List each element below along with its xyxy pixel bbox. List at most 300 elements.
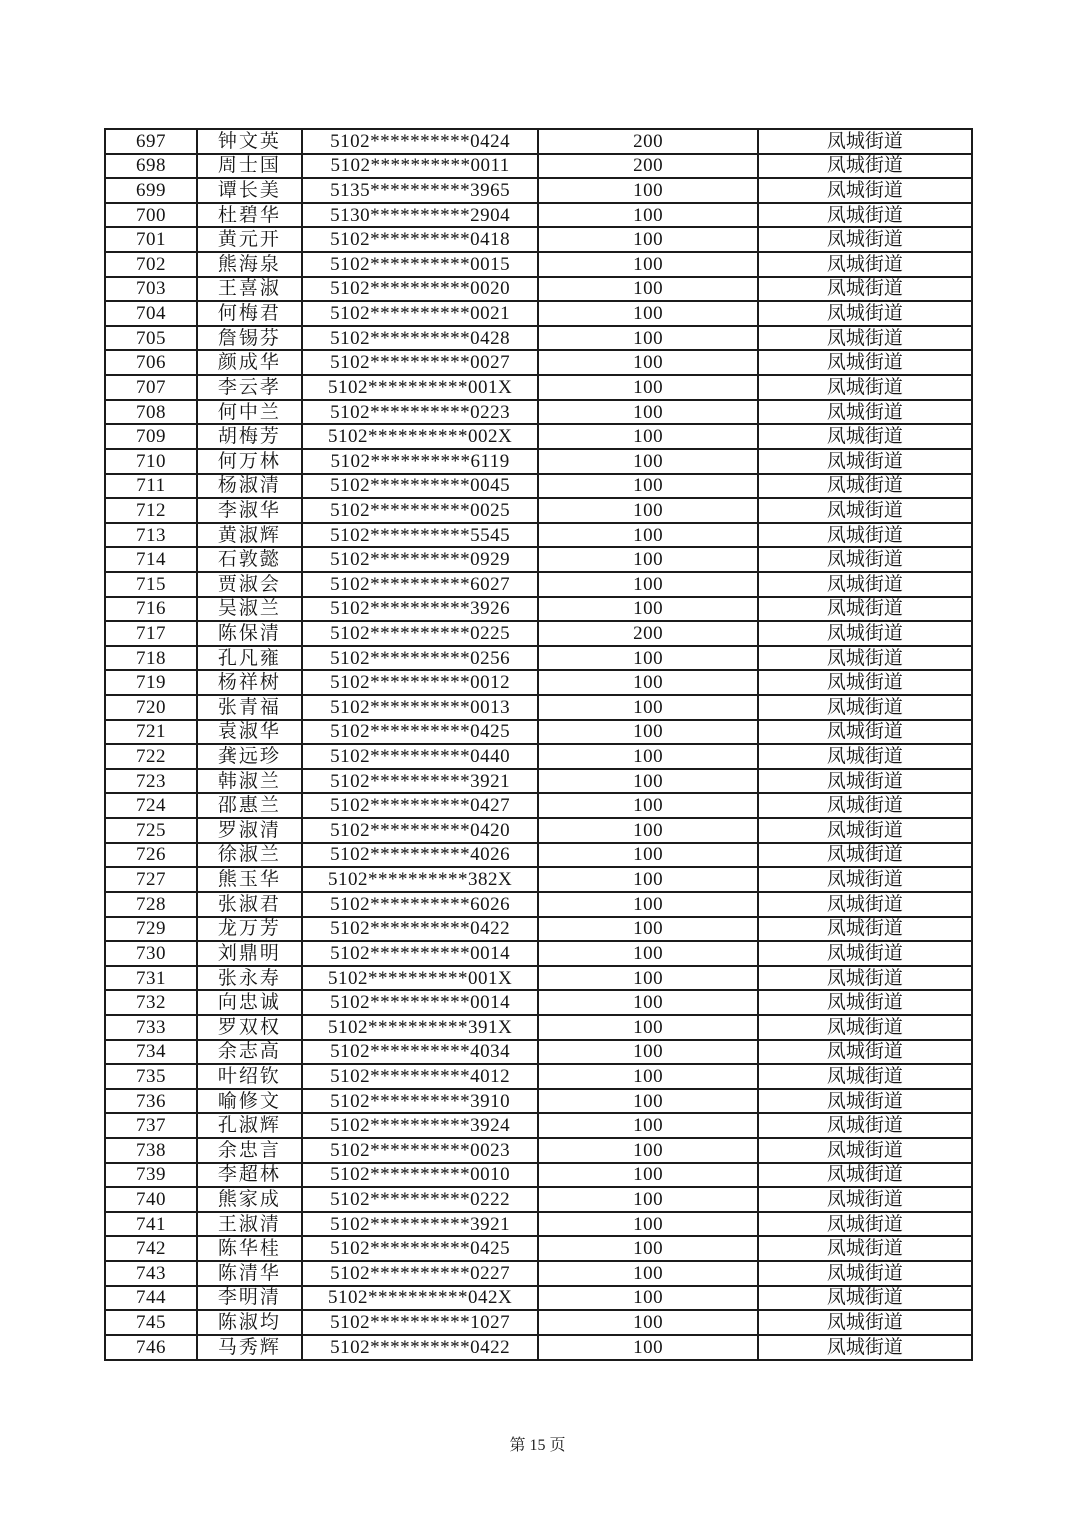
row-number-cell: 731 xyxy=(105,966,197,991)
id-number-cell: 5102**********4026 xyxy=(302,843,539,868)
street-cell: 凤城街道 xyxy=(758,523,972,548)
row-number-cell: 736 xyxy=(105,1089,197,1114)
name-cell: 向忠诚 xyxy=(197,990,302,1015)
name-cell: 叶绍钦 xyxy=(197,1064,302,1089)
amount-cell: 100 xyxy=(538,818,757,843)
street-cell: 凤城街道 xyxy=(758,867,972,892)
row-number-cell: 704 xyxy=(105,301,197,326)
row-number-cell: 714 xyxy=(105,547,197,572)
table-row xyxy=(105,966,972,991)
name-cell: 李云孝 xyxy=(197,375,302,400)
name-cell: 王喜淑 xyxy=(197,277,302,302)
id-number-cell: 5102**********0227 xyxy=(302,1261,539,1286)
name-cell: 陈淑均 xyxy=(197,1310,302,1335)
id-number-cell: 5102**********0425 xyxy=(302,720,539,745)
table-row xyxy=(105,350,972,375)
table-row xyxy=(105,572,972,597)
id-number-cell: 5102**********391X xyxy=(302,1015,539,1040)
row-number-cell: 743 xyxy=(105,1261,197,1286)
table-row xyxy=(105,621,972,646)
id-number-cell: 5102**********042X xyxy=(302,1286,539,1311)
name-cell: 张青福 xyxy=(197,695,302,720)
name-cell: 张永寿 xyxy=(197,966,302,991)
street-cell: 凤城街道 xyxy=(758,1113,972,1138)
row-number-cell: 728 xyxy=(105,892,197,917)
street-cell: 凤城街道 xyxy=(758,892,972,917)
table-row xyxy=(105,597,972,622)
street-cell: 凤城街道 xyxy=(758,154,972,179)
name-cell: 余忠言 xyxy=(197,1138,302,1163)
table-row xyxy=(105,227,972,252)
table-row xyxy=(105,424,972,449)
name-cell: 罗双权 xyxy=(197,1015,302,1040)
row-number-cell: 737 xyxy=(105,1113,197,1138)
table-row xyxy=(105,1040,972,1065)
amount-cell: 100 xyxy=(538,400,757,425)
street-cell: 凤城街道 xyxy=(758,966,972,991)
amount-cell: 100 xyxy=(538,917,757,942)
name-cell: 颜成华 xyxy=(197,350,302,375)
name-cell: 孔淑辉 xyxy=(197,1113,302,1138)
amount-cell: 100 xyxy=(538,326,757,351)
street-cell: 凤城街道 xyxy=(758,375,972,400)
name-cell: 孔凡雍 xyxy=(197,646,302,671)
name-cell: 石敦懿 xyxy=(197,547,302,572)
street-cell: 凤城街道 xyxy=(758,1163,972,1188)
street-cell: 凤城街道 xyxy=(758,547,972,572)
row-number-cell: 723 xyxy=(105,769,197,794)
id-number-cell: 5135**********3965 xyxy=(302,178,539,203)
name-cell: 龙万芳 xyxy=(197,917,302,942)
name-cell: 周士国 xyxy=(197,154,302,179)
table-row xyxy=(105,744,972,769)
amount-cell: 200 xyxy=(538,129,757,154)
row-number-cell: 718 xyxy=(105,646,197,671)
street-cell: 凤城街道 xyxy=(758,449,972,474)
street-cell: 凤城街道 xyxy=(758,695,972,720)
name-cell: 邵惠兰 xyxy=(197,793,302,818)
name-cell: 袁淑华 xyxy=(197,720,302,745)
id-number-cell: 5102**********0422 xyxy=(302,1335,539,1360)
row-number-cell: 738 xyxy=(105,1138,197,1163)
amount-cell: 100 xyxy=(538,1286,757,1311)
name-cell: 李淑华 xyxy=(197,498,302,523)
street-cell: 凤城街道 xyxy=(758,646,972,671)
id-number-cell: 5102**********0256 xyxy=(302,646,539,671)
table-row xyxy=(105,818,972,843)
name-cell: 詹锡芬 xyxy=(197,326,302,351)
table-row xyxy=(105,1310,972,1335)
row-number-cell: 730 xyxy=(105,941,197,966)
street-cell: 凤城街道 xyxy=(758,990,972,1015)
id-number-cell: 5102**********0015 xyxy=(302,252,539,277)
name-cell: 胡梅芳 xyxy=(197,424,302,449)
table-row xyxy=(105,695,972,720)
table-row xyxy=(105,277,972,302)
street-cell: 凤城街道 xyxy=(758,326,972,351)
street-cell: 凤城街道 xyxy=(758,597,972,622)
id-number-cell: 5102**********0222 xyxy=(302,1187,539,1212)
row-number-cell: 733 xyxy=(105,1015,197,1040)
row-number-cell: 719 xyxy=(105,670,197,695)
table-row xyxy=(105,474,972,499)
street-cell: 凤城街道 xyxy=(758,793,972,818)
street-cell: 凤城街道 xyxy=(758,917,972,942)
records-table-body xyxy=(105,129,972,1360)
id-number-cell: 5102**********0021 xyxy=(302,301,539,326)
street-cell: 凤城街道 xyxy=(758,621,972,646)
table-row xyxy=(105,1089,972,1114)
amount-cell: 100 xyxy=(538,178,757,203)
street-cell: 凤城街道 xyxy=(758,1015,972,1040)
amount-cell: 100 xyxy=(538,523,757,548)
table-row xyxy=(105,1286,972,1311)
id-number-cell: 5102**********0225 xyxy=(302,621,539,646)
street-cell: 凤城街道 xyxy=(758,818,972,843)
name-cell: 龚远珍 xyxy=(197,744,302,769)
table-row xyxy=(105,941,972,966)
id-number-cell: 5102**********0929 xyxy=(302,547,539,572)
street-cell: 凤城街道 xyxy=(758,843,972,868)
id-number-cell: 5102**********0440 xyxy=(302,744,539,769)
amount-cell: 100 xyxy=(538,1310,757,1335)
amount-cell: 100 xyxy=(538,1015,757,1040)
street-cell: 凤城街道 xyxy=(758,670,972,695)
page-number-label: 第 15 页 xyxy=(509,1437,566,1454)
street-cell: 凤城街道 xyxy=(758,277,972,302)
name-cell: 熊海泉 xyxy=(197,252,302,277)
table-row xyxy=(105,1064,972,1089)
row-number-cell: 744 xyxy=(105,1286,197,1311)
name-cell: 熊家成 xyxy=(197,1187,302,1212)
id-number-cell: 5102**********3910 xyxy=(302,1089,539,1114)
amount-cell: 100 xyxy=(538,277,757,302)
amount-cell: 100 xyxy=(538,892,757,917)
table-row xyxy=(105,646,972,671)
name-cell: 韩淑兰 xyxy=(197,769,302,794)
amount-cell: 100 xyxy=(538,769,757,794)
row-number-cell: 706 xyxy=(105,350,197,375)
row-number-cell: 717 xyxy=(105,621,197,646)
row-number-cell: 726 xyxy=(105,843,197,868)
street-cell: 凤城街道 xyxy=(758,744,972,769)
amount-cell: 100 xyxy=(538,990,757,1015)
amount-cell: 100 xyxy=(538,1335,757,1360)
street-cell: 凤城街道 xyxy=(758,400,972,425)
row-number-cell: 709 xyxy=(105,424,197,449)
street-cell: 凤城街道 xyxy=(758,572,972,597)
table-row xyxy=(105,178,972,203)
name-cell: 李超林 xyxy=(197,1163,302,1188)
id-number-cell: 5102**********6119 xyxy=(302,449,539,474)
table-row xyxy=(105,892,972,917)
row-number-cell: 697 xyxy=(105,129,197,154)
row-number-cell: 746 xyxy=(105,1335,197,1360)
name-cell: 张淑君 xyxy=(197,892,302,917)
amount-cell: 100 xyxy=(538,695,757,720)
name-cell: 刘鼎明 xyxy=(197,941,302,966)
records-table xyxy=(104,128,973,1361)
table-row xyxy=(105,1261,972,1286)
amount-cell: 100 xyxy=(538,350,757,375)
street-cell: 凤城街道 xyxy=(758,129,972,154)
id-number-cell: 5102**********382X xyxy=(302,867,539,892)
amount-cell: 100 xyxy=(538,1064,757,1089)
table-row xyxy=(105,326,972,351)
table-row xyxy=(105,498,972,523)
row-number-cell: 702 xyxy=(105,252,197,277)
id-number-cell: 5102**********002X xyxy=(302,424,539,449)
name-cell: 陈清华 xyxy=(197,1261,302,1286)
amount-cell: 100 xyxy=(538,1261,757,1286)
table-row xyxy=(105,867,972,892)
row-number-cell: 716 xyxy=(105,597,197,622)
row-number-cell: 699 xyxy=(105,178,197,203)
amount-cell: 100 xyxy=(538,1212,757,1237)
row-number-cell: 715 xyxy=(105,572,197,597)
name-cell: 贾淑会 xyxy=(197,572,302,597)
table-row xyxy=(105,203,972,228)
id-number-cell: 5102**********4034 xyxy=(302,1040,539,1065)
amount-cell: 100 xyxy=(538,1138,757,1163)
id-number-cell: 5102**********0010 xyxy=(302,1163,539,1188)
name-cell: 徐淑兰 xyxy=(197,843,302,868)
id-number-cell: 5102**********0023 xyxy=(302,1138,539,1163)
id-number-cell: 5102**********0424 xyxy=(302,129,539,154)
id-number-cell: 5102**********001X xyxy=(302,375,539,400)
amount-cell: 100 xyxy=(538,572,757,597)
id-number-cell: 5102**********0422 xyxy=(302,917,539,942)
table-row xyxy=(105,1187,972,1212)
street-cell: 凤城街道 xyxy=(758,1335,972,1360)
table-row xyxy=(105,1163,972,1188)
amount-cell: 200 xyxy=(538,621,757,646)
row-number-cell: 721 xyxy=(105,720,197,745)
id-number-cell: 5102**********0011 xyxy=(302,154,539,179)
amount-cell: 100 xyxy=(538,720,757,745)
table-row xyxy=(105,1015,972,1040)
street-cell: 凤城街道 xyxy=(758,252,972,277)
name-cell: 马秀辉 xyxy=(197,1335,302,1360)
amount-cell: 100 xyxy=(538,843,757,868)
name-cell: 吴淑兰 xyxy=(197,597,302,622)
amount-cell: 100 xyxy=(538,203,757,228)
row-number-cell: 701 xyxy=(105,227,197,252)
street-cell: 凤城街道 xyxy=(758,424,972,449)
amount-cell: 100 xyxy=(538,227,757,252)
name-cell: 谭长美 xyxy=(197,178,302,203)
amount-cell: 100 xyxy=(538,375,757,400)
id-number-cell: 5102**********0014 xyxy=(302,990,539,1015)
street-cell: 凤城街道 xyxy=(758,301,972,326)
id-number-cell: 5102**********5545 xyxy=(302,523,539,548)
amount-cell: 100 xyxy=(538,670,757,695)
id-number-cell: 5130**********2904 xyxy=(302,203,539,228)
table-row xyxy=(105,1335,972,1360)
table-row xyxy=(105,154,972,179)
id-number-cell: 5102**********001X xyxy=(302,966,539,991)
table-row xyxy=(105,547,972,572)
amount-cell: 100 xyxy=(538,474,757,499)
amount-cell: 100 xyxy=(538,547,757,572)
id-number-cell: 5102**********0020 xyxy=(302,277,539,302)
table-row xyxy=(105,1113,972,1138)
table-row xyxy=(105,769,972,794)
row-number-cell: 698 xyxy=(105,154,197,179)
id-number-cell: 5102**********3926 xyxy=(302,597,539,622)
name-cell: 陈华桂 xyxy=(197,1236,302,1261)
table-row xyxy=(105,1138,972,1163)
street-cell: 凤城街道 xyxy=(758,1089,972,1114)
street-cell: 凤城街道 xyxy=(758,1261,972,1286)
street-cell: 凤城街道 xyxy=(758,350,972,375)
amount-cell: 100 xyxy=(538,966,757,991)
name-cell: 喻修文 xyxy=(197,1089,302,1114)
street-cell: 凤城街道 xyxy=(758,203,972,228)
id-number-cell: 5102**********0223 xyxy=(302,400,539,425)
table-row xyxy=(105,301,972,326)
row-number-cell: 729 xyxy=(105,917,197,942)
row-number-cell: 741 xyxy=(105,1212,197,1237)
row-number-cell: 732 xyxy=(105,990,197,1015)
street-cell: 凤城街道 xyxy=(758,1310,972,1335)
row-number-cell: 722 xyxy=(105,744,197,769)
id-number-cell: 5102**********0425 xyxy=(302,1236,539,1261)
name-cell: 黄淑辉 xyxy=(197,523,302,548)
name-cell: 杨祥树 xyxy=(197,670,302,695)
table-row xyxy=(105,1212,972,1237)
id-number-cell: 5102**********1027 xyxy=(302,1310,539,1335)
id-number-cell: 5102**********6027 xyxy=(302,572,539,597)
id-number-cell: 5102**********0025 xyxy=(302,498,539,523)
table-row xyxy=(105,720,972,745)
amount-cell: 100 xyxy=(538,646,757,671)
table-row xyxy=(105,1236,972,1261)
name-cell: 杨淑清 xyxy=(197,474,302,499)
name-cell: 陈保清 xyxy=(197,621,302,646)
page-footer xyxy=(0,1432,1075,1455)
amount-cell: 100 xyxy=(538,941,757,966)
street-cell: 凤城街道 xyxy=(758,178,972,203)
row-number-cell: 742 xyxy=(105,1236,197,1261)
street-cell: 凤城街道 xyxy=(758,474,972,499)
street-cell: 凤城街道 xyxy=(758,941,972,966)
id-number-cell: 5102**********0012 xyxy=(302,670,539,695)
row-number-cell: 740 xyxy=(105,1187,197,1212)
amount-cell: 100 xyxy=(538,1187,757,1212)
id-number-cell: 5102**********0428 xyxy=(302,326,539,351)
street-cell: 凤城街道 xyxy=(758,1187,972,1212)
name-cell: 钟文英 xyxy=(197,129,302,154)
amount-cell: 200 xyxy=(538,154,757,179)
row-number-cell: 725 xyxy=(105,818,197,843)
amount-cell: 100 xyxy=(538,1113,757,1138)
amount-cell: 100 xyxy=(538,449,757,474)
amount-cell: 100 xyxy=(538,744,757,769)
name-cell: 王淑清 xyxy=(197,1212,302,1237)
row-number-cell: 713 xyxy=(105,523,197,548)
row-number-cell: 739 xyxy=(105,1163,197,1188)
street-cell: 凤城街道 xyxy=(758,1040,972,1065)
row-number-cell: 710 xyxy=(105,449,197,474)
amount-cell: 100 xyxy=(538,498,757,523)
amount-cell: 100 xyxy=(538,597,757,622)
id-number-cell: 5102**********0427 xyxy=(302,793,539,818)
name-cell: 杜碧华 xyxy=(197,203,302,228)
id-number-cell: 5102**********0418 xyxy=(302,227,539,252)
name-cell: 余志高 xyxy=(197,1040,302,1065)
row-number-cell: 712 xyxy=(105,498,197,523)
amount-cell: 100 xyxy=(538,424,757,449)
row-number-cell: 700 xyxy=(105,203,197,228)
street-cell: 凤城街道 xyxy=(758,227,972,252)
id-number-cell: 5102**********0014 xyxy=(302,941,539,966)
name-cell: 何万林 xyxy=(197,449,302,474)
name-cell: 何中兰 xyxy=(197,400,302,425)
table-row xyxy=(105,252,972,277)
row-number-cell: 703 xyxy=(105,277,197,302)
table-row xyxy=(105,129,972,154)
table-row xyxy=(105,670,972,695)
amount-cell: 100 xyxy=(538,867,757,892)
id-number-cell: 5102**********4012 xyxy=(302,1064,539,1089)
amount-cell: 100 xyxy=(538,1163,757,1188)
table-row xyxy=(105,843,972,868)
id-number-cell: 5102**********0045 xyxy=(302,474,539,499)
street-cell: 凤城街道 xyxy=(758,1286,972,1311)
row-number-cell: 735 xyxy=(105,1064,197,1089)
amount-cell: 100 xyxy=(538,1089,757,1114)
row-number-cell: 708 xyxy=(105,400,197,425)
amount-cell: 100 xyxy=(538,793,757,818)
row-number-cell: 711 xyxy=(105,474,197,499)
row-number-cell: 705 xyxy=(105,326,197,351)
table-row xyxy=(105,449,972,474)
name-cell: 李明清 xyxy=(197,1286,302,1311)
table-row xyxy=(105,990,972,1015)
name-cell: 罗淑清 xyxy=(197,818,302,843)
name-cell: 熊玉华 xyxy=(197,867,302,892)
street-cell: 凤城街道 xyxy=(758,1212,972,1237)
table-row xyxy=(105,917,972,942)
row-number-cell: 734 xyxy=(105,1040,197,1065)
id-number-cell: 5102**********6026 xyxy=(302,892,539,917)
table-row xyxy=(105,793,972,818)
name-cell: 何梅君 xyxy=(197,301,302,326)
row-number-cell: 727 xyxy=(105,867,197,892)
name-cell: 黄元开 xyxy=(197,227,302,252)
row-number-cell: 724 xyxy=(105,793,197,818)
street-cell: 凤城街道 xyxy=(758,1138,972,1163)
amount-cell: 100 xyxy=(538,1040,757,1065)
street-cell: 凤城街道 xyxy=(758,720,972,745)
table-row xyxy=(105,375,972,400)
id-number-cell: 5102**********0013 xyxy=(302,695,539,720)
street-cell: 凤城街道 xyxy=(758,498,972,523)
amount-cell: 100 xyxy=(538,1236,757,1261)
id-number-cell: 5102**********3921 xyxy=(302,1212,539,1237)
street-cell: 凤城街道 xyxy=(758,1236,972,1261)
table-row xyxy=(105,523,972,548)
amount-cell: 100 xyxy=(538,252,757,277)
row-number-cell: 720 xyxy=(105,695,197,720)
id-number-cell: 5102**********0420 xyxy=(302,818,539,843)
row-number-cell: 707 xyxy=(105,375,197,400)
street-cell: 凤城街道 xyxy=(758,769,972,794)
amount-cell: 100 xyxy=(538,301,757,326)
table-row xyxy=(105,400,972,425)
id-number-cell: 5102**********0027 xyxy=(302,350,539,375)
